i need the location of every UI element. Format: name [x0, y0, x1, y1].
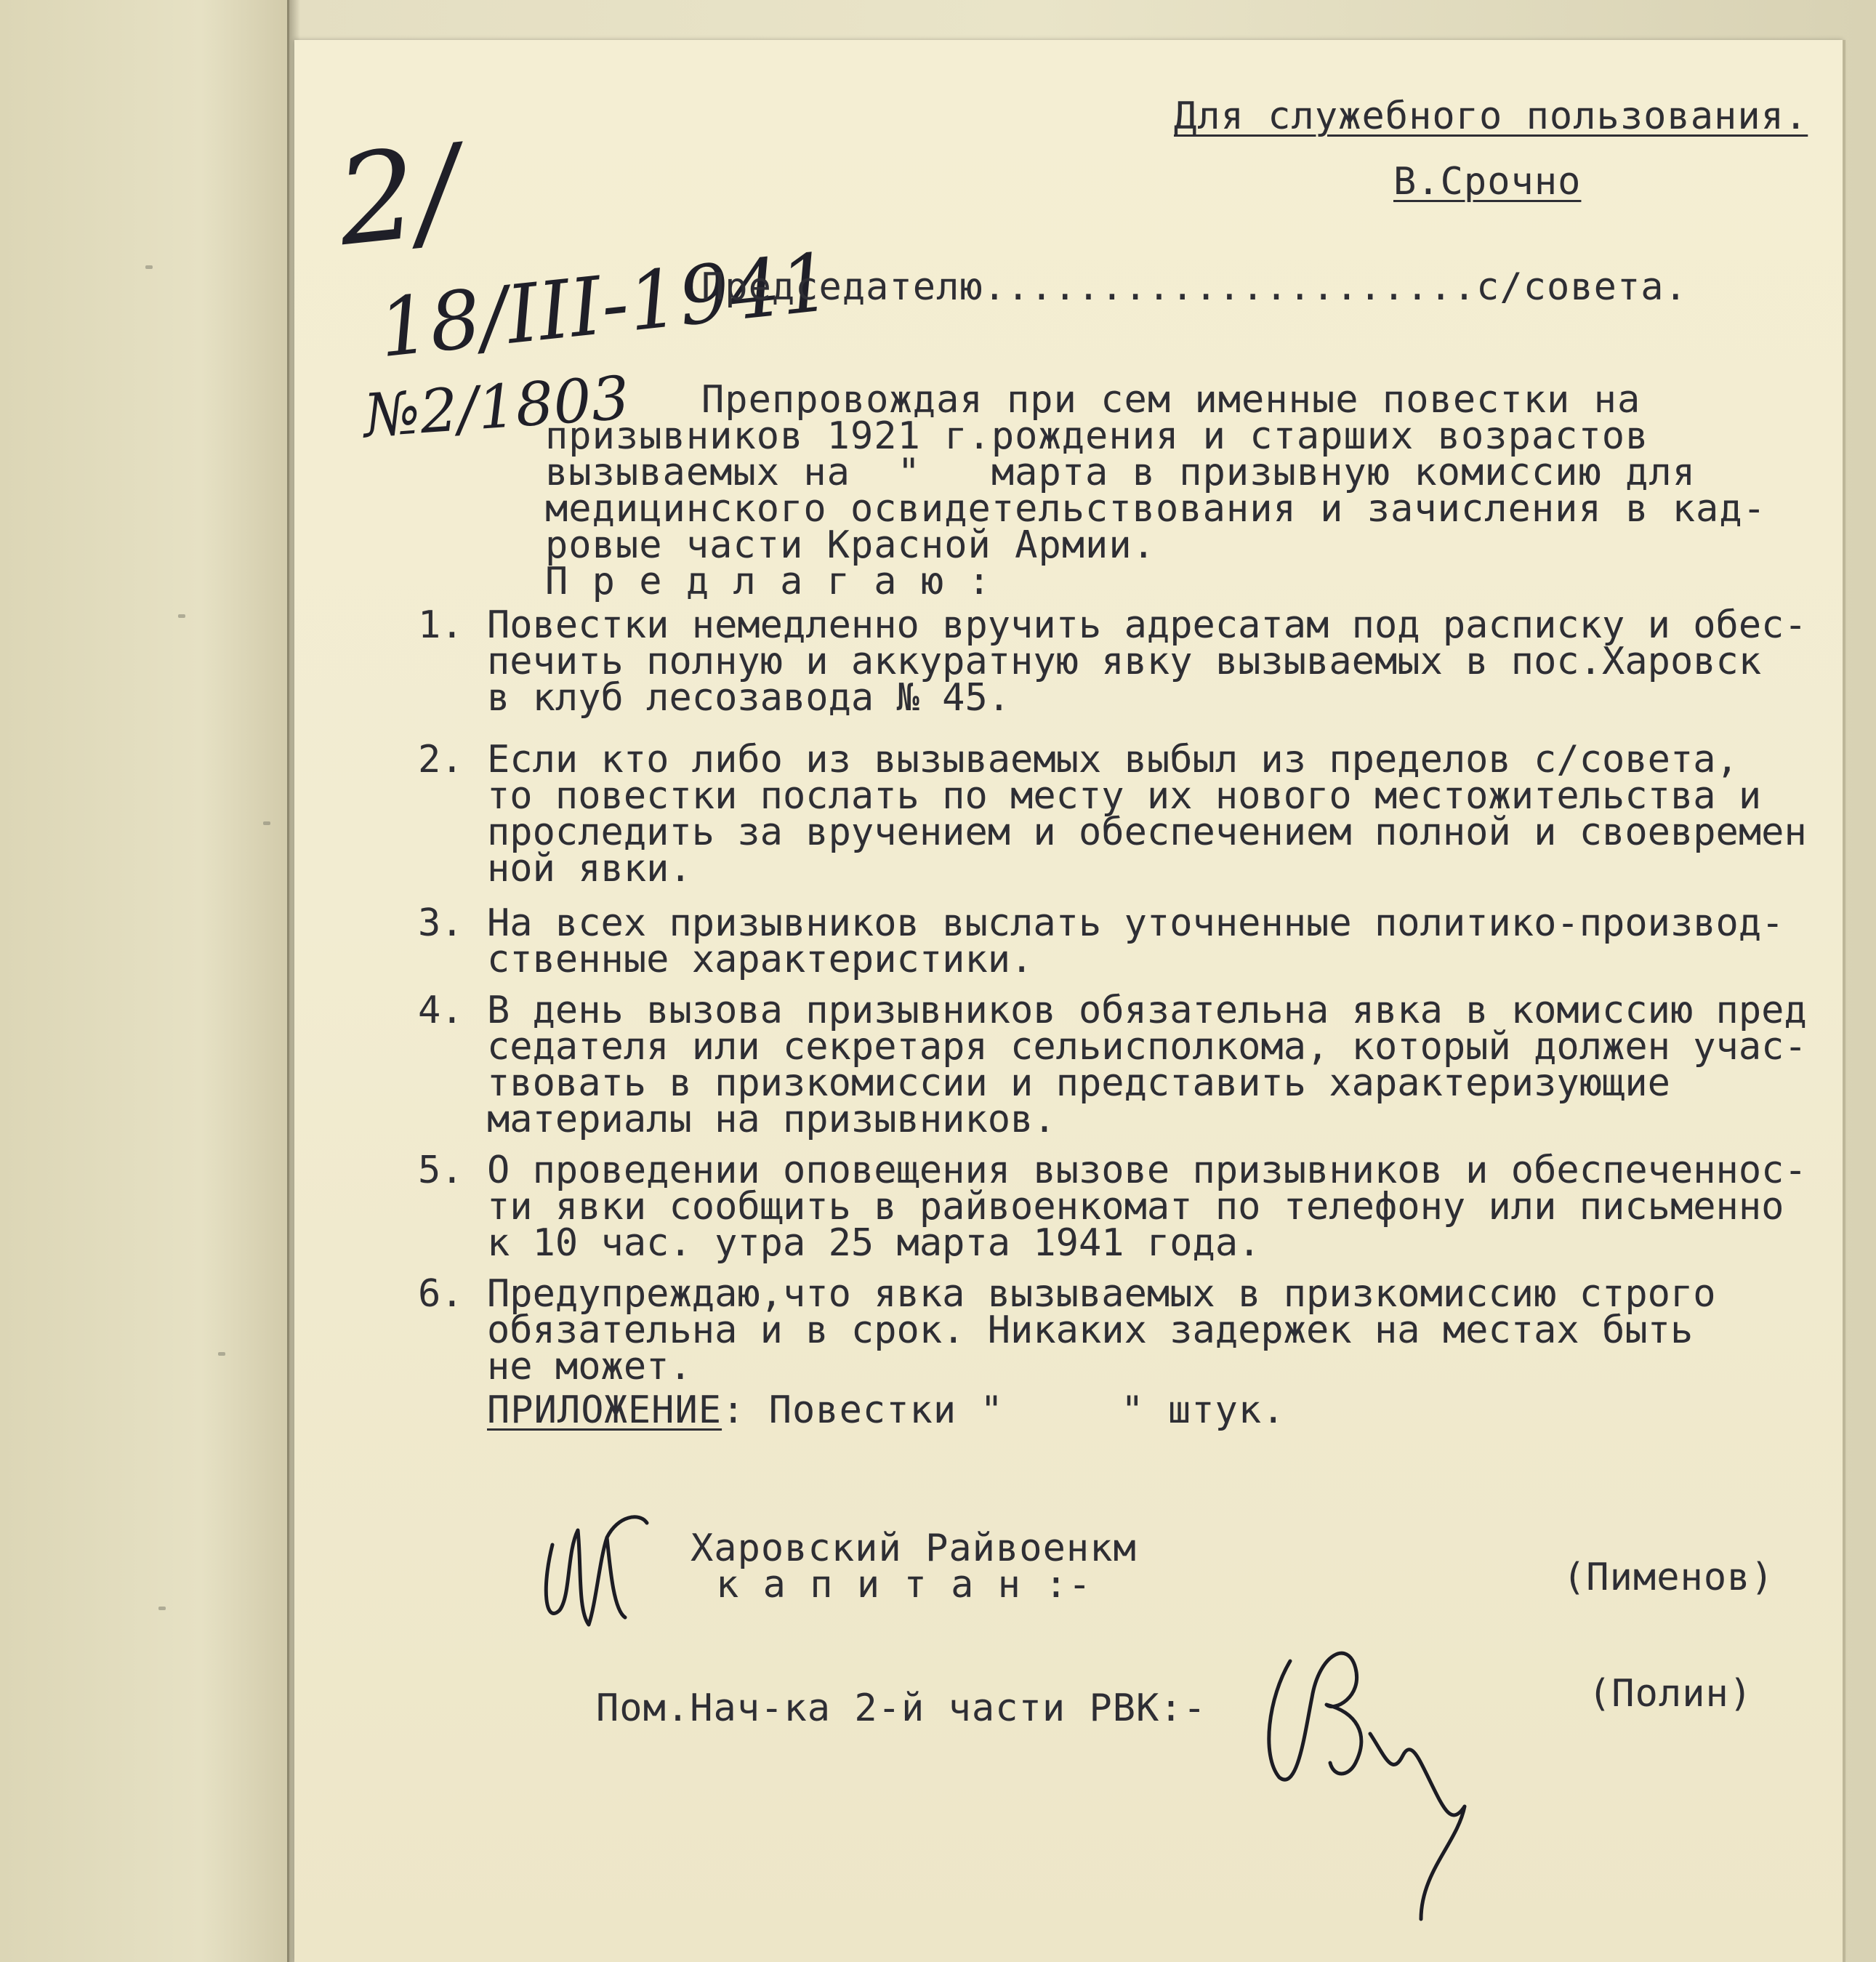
handwritten-mark: 2/	[331, 118, 466, 275]
item-line: к 10 час. утра 25 марта 1941 года.	[487, 1221, 1261, 1265]
propose-heading: П р е д л а г а ю :	[545, 560, 991, 603]
commissar-signature	[538, 1501, 654, 1647]
item-line: Повестки немедленно вручить адресатам под расписку и обес-	[487, 603, 1807, 647]
item-line: то повестки послать по месту их нового местожительства и	[487, 774, 1762, 818]
item-number: 4.	[418, 989, 464, 1032]
item-line: печить полную и аккуратную явку вызываемых в пос.Харовск	[487, 640, 1762, 683]
attachment-line	[487, 1388, 1286, 1432]
intro-line-2: призывников 1921 г.рождения и старших возрастов	[545, 414, 1649, 458]
item-number: 3.	[418, 901, 464, 945]
item-number: 6.	[418, 1272, 464, 1316]
handwritten-date: 18/III-1941	[374, 235, 836, 376]
item-number: 1.	[418, 603, 464, 647]
item-line: На всех призывников выслать уточненные политико-производ-	[487, 901, 1784, 945]
item-number: 5.	[418, 1149, 464, 1192]
assistant-name: (Полин)	[1588, 1672, 1753, 1716]
urgency-heading: В.Срочно	[1393, 160, 1582, 204]
paper-speck	[158, 1607, 166, 1610]
paper-speck	[178, 614, 185, 618]
attachment-text: : Повестки " " штук.	[722, 1388, 1286, 1432]
binding-left-page	[0, 0, 289, 1962]
item-number: 2.	[418, 738, 464, 781]
addressee-line: Председателю.....................с/совета.	[701, 265, 1688, 309]
item-line: обязательна и в срок. Никаких задержек на местах быть	[487, 1308, 1694, 1352]
item-line: ти явки сообщить в райвоенкомат по телефону или письменно	[487, 1185, 1784, 1229]
paper-speck	[145, 265, 153, 269]
item-line: седателя или секретаря сельисполкома, который должен учас-	[487, 1025, 1807, 1069]
document-sheet	[294, 40, 1843, 1962]
item-line: Предупреждаю,что явка вызываемых в призкомиссию строго	[487, 1272, 1716, 1316]
item-line: Если кто либо из вызываемых выбыл из пределов с/совета,	[487, 738, 1739, 781]
sheet-edge	[1843, 40, 1845, 1962]
item-line: в клуб лесозавода № 45.	[487, 676, 1011, 720]
item-line: О проведении оповещения вызове призывников и обеспеченнос-	[487, 1149, 1807, 1192]
item-line: В день вызова призывников обязательна явка в комиссию пред	[487, 989, 1807, 1032]
handwritten-number: №2/1803	[361, 363, 632, 451]
item-line: твовать в призкомиссии и представить характеризующие	[487, 1061, 1670, 1105]
commissar-name: (Пименов)	[1563, 1556, 1774, 1599]
intro-line-1: Препровождая при сем именные повестки на	[701, 378, 1641, 422]
assistant-title: Пом.Нач-ка 2-й части РВК:-	[596, 1686, 1207, 1730]
item-line: проследить за вручением и обеспечением полной и своевремен	[487, 811, 1807, 854]
paper-speck	[218, 1352, 225, 1356]
classification-heading: Для служебного пользования.	[1174, 95, 1808, 138]
assistant-signature	[1247, 1588, 1486, 1923]
item-line: не может.	[487, 1345, 692, 1388]
intro-line-5: ровые части Красной Армии.	[545, 523, 1156, 567]
item-line: материалы на призывников.	[487, 1098, 1056, 1141]
commissar-title: Харовский Райвоенкм	[691, 1527, 1137, 1570]
attachment-label: ПРИЛОЖЕНИЕ	[487, 1388, 722, 1432]
item-line: ственные характеристики.	[487, 938, 1034, 981]
paper-speck	[263, 821, 270, 825]
intro-line-3: вызываемых на " марта в призывную комиссию для	[545, 451, 1696, 494]
commissar-rank: к а п и т а н :-	[716, 1563, 1092, 1607]
intro-line-4: медицинского освидетельствования и зачисления в кад-	[545, 487, 1766, 531]
item-line: ной явки.	[487, 847, 692, 890]
